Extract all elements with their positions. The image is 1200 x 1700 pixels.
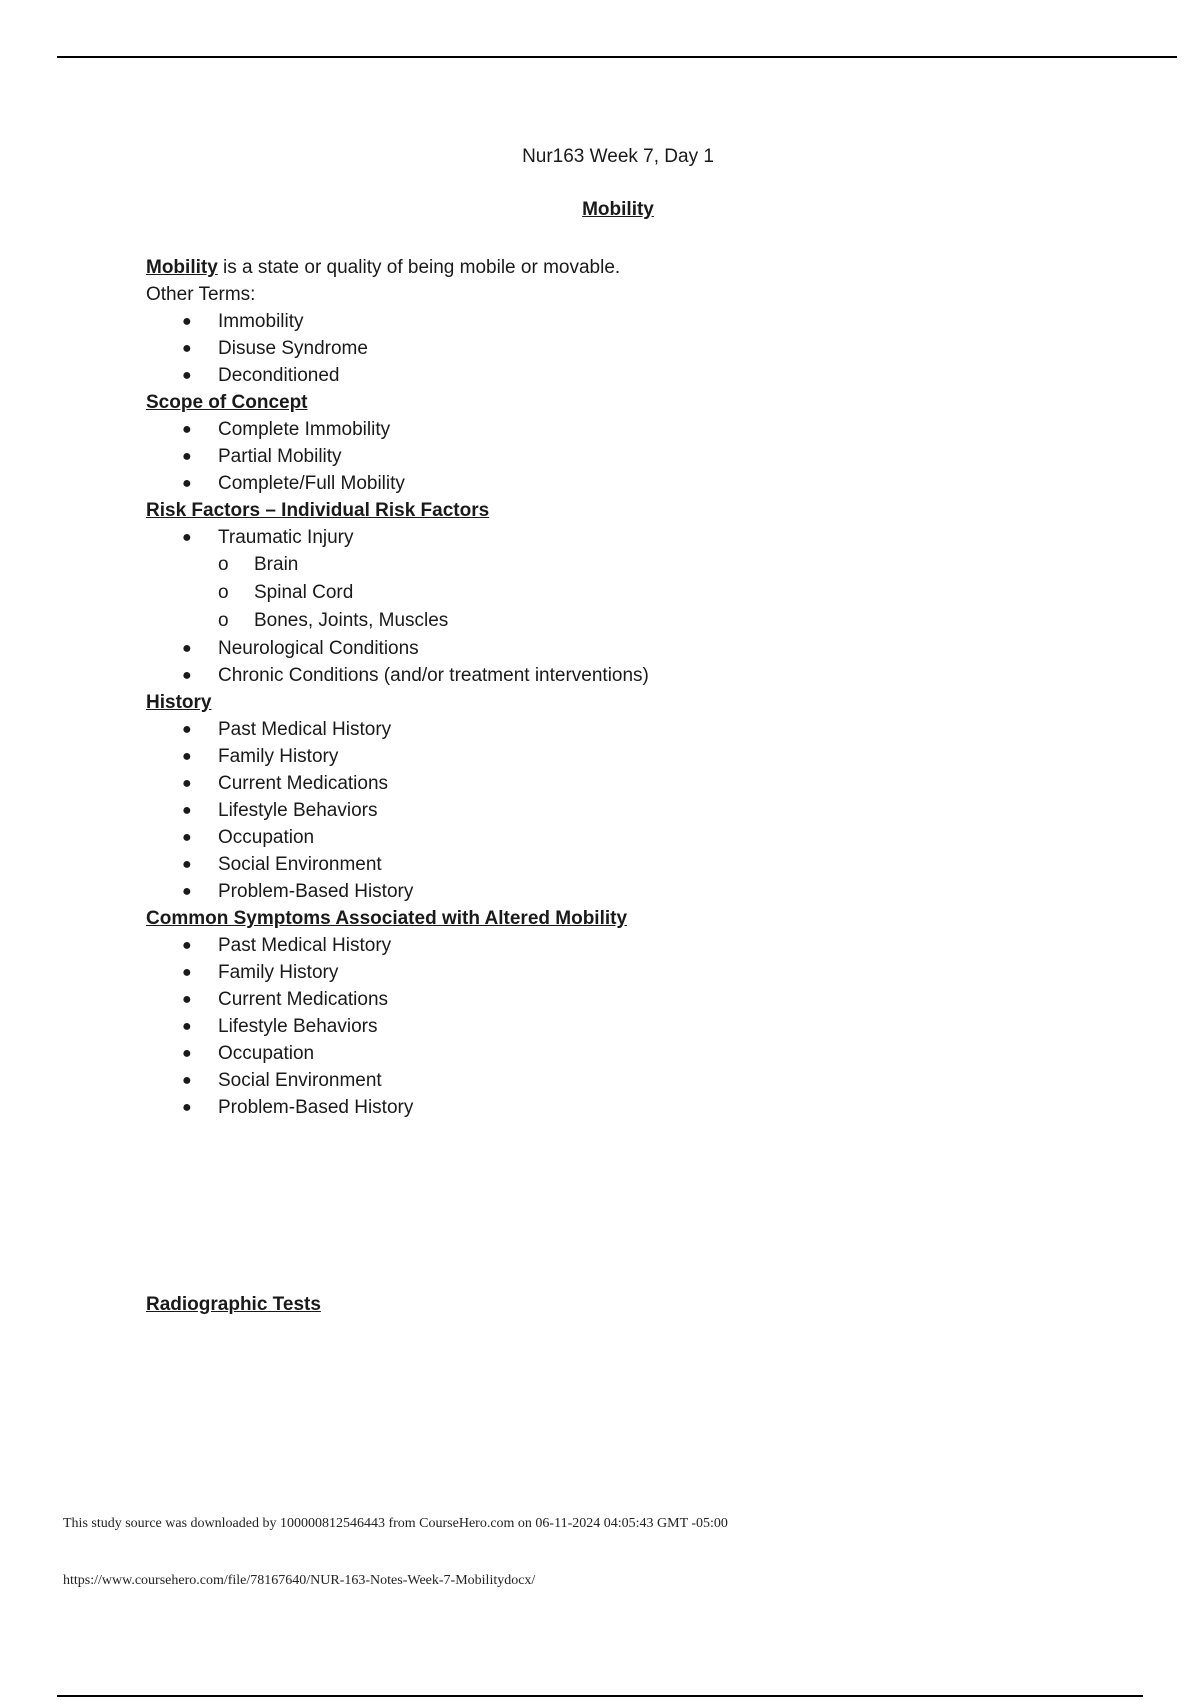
list-item: ● Social Environment [146, 1067, 1046, 1094]
bottom-rule [57, 1695, 1143, 1697]
bullet-icon: ● [182, 1072, 192, 1089]
list-item: ● Current Medications [146, 986, 1046, 1013]
list-item: ● Chronic Conditions (and/or treatment interventions) [146, 662, 1046, 689]
risk-list [146, 524, 1046, 689]
list-item: ● Neurological Conditions [146, 635, 1046, 662]
bullet-icon: ● [182, 829, 192, 846]
bullet-icon: ● [182, 340, 192, 357]
list-item: ● Problem-Based History [146, 1094, 1046, 1121]
definition-text: is a state or quality of being mobile or movable. [217, 257, 621, 278]
bullet-icon: ● [182, 1045, 192, 1062]
list-item: ● Lifestyle Behaviors [146, 1013, 1046, 1040]
bullet-icon: ● [182, 640, 192, 657]
scope-list [146, 416, 1046, 497]
bullet-icon: ● [182, 721, 192, 738]
document-header: Nur163 Week 7, Day 1 [522, 146, 714, 167]
symptoms-list [146, 932, 1046, 1121]
document-body [146, 254, 1046, 1318]
scope-heading: Scope of Concept [146, 392, 308, 413]
bullet-icon: ● [182, 367, 192, 384]
list-item: ● Immobility [146, 308, 1046, 335]
list-item: ● Deconditioned [146, 362, 1046, 389]
history-heading: History [146, 692, 212, 713]
bullet-icon: ● [182, 748, 192, 765]
bullet-icon: ● [182, 964, 192, 981]
other-terms-label: Other Terms: [146, 284, 256, 305]
list-item: ● Disuse Syndrome [146, 335, 1046, 362]
list-item: ● Social Environment [146, 851, 1046, 878]
circle-bullet-icon: o [218, 610, 229, 631]
bullet-icon: ● [182, 856, 192, 873]
list-item: ● Complete Immobility [146, 416, 1046, 443]
radiographic-heading: Radiographic Tests [146, 1294, 321, 1315]
top-rule [57, 56, 1177, 58]
bullet-icon: ● [182, 529, 192, 546]
sub-list-item: o Spinal Cord [218, 579, 1046, 607]
sub-list-item: o Bones, Joints, Muscles [218, 607, 1046, 635]
bullet-icon: ● [182, 1099, 192, 1116]
risk-sublist [218, 551, 1046, 635]
list-item: ● Past Medical History [146, 716, 1046, 743]
other-terms-list [146, 308, 1046, 389]
list-item: ● Lifestyle Behaviors [146, 797, 1046, 824]
bullet-icon: ● [182, 313, 192, 330]
bullet-icon: ● [182, 883, 192, 900]
risk-heading: Risk Factors – Individual Risk Factors [146, 500, 490, 521]
bullet-icon: ● [182, 1018, 192, 1035]
bullet-icon: ● [182, 667, 192, 684]
definition-term: Mobility [146, 257, 218, 278]
list-item: ● Traumatic Injury o Brain o Spinal Cord o Bones, Joints, Muscles [146, 524, 1046, 635]
list-item: ● Occupation [146, 824, 1046, 851]
list-item: ● Family History [146, 959, 1046, 986]
bullet-icon: ● [182, 475, 192, 492]
circle-bullet-icon: o [218, 554, 229, 575]
bullet-icon: ● [182, 991, 192, 1008]
sub-list-item: o Brain [218, 551, 1046, 579]
history-list [146, 716, 1046, 905]
bullet-icon: ● [182, 937, 192, 954]
bullet-icon: ● [182, 448, 192, 465]
circle-bullet-icon: o [218, 582, 229, 603]
list-item: ● Occupation [146, 1040, 1046, 1067]
list-item: ● Partial Mobility [146, 443, 1046, 470]
bullet-icon: ● [182, 802, 192, 819]
spacer [146, 1121, 1046, 1291]
definition [146, 254, 1046, 281]
bullet-icon: ● [182, 421, 192, 438]
symptoms-heading: Common Symptoms Associated with Altered Mobility [146, 908, 628, 929]
bullet-icon: ● [182, 775, 192, 792]
list-item: ● Complete/Full Mobility [146, 470, 1046, 497]
list-item: ● Problem-Based History [146, 878, 1046, 905]
source-url[interactable]: https://www.coursehero.com/file/78167640/NUR-163-Notes-Week-7-Mobilitydocx/ [63, 1573, 536, 1588]
list-item: ● Past Medical History [146, 932, 1046, 959]
download-notice: This study source was downloaded by 100000812546443 from CourseHero.com on 06-11-2024 04:05:43 GMT -05:00 [63, 1516, 728, 1531]
list-item: ● Current Medications [146, 770, 1046, 797]
list-item: ● Family History [146, 743, 1046, 770]
document-title: Mobility [582, 199, 654, 220]
